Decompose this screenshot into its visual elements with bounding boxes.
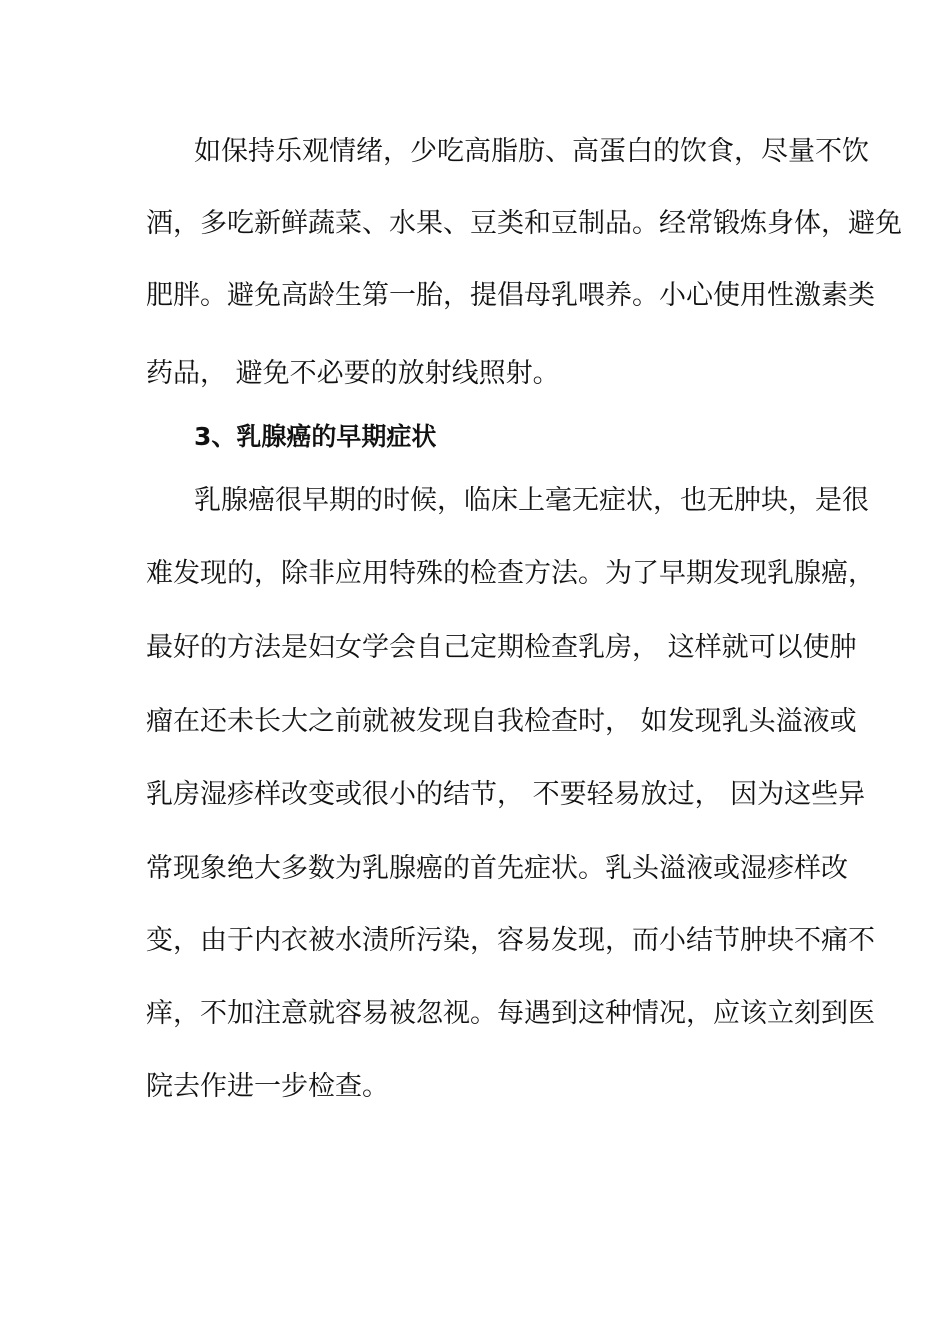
paragraph-1-line-4: 药品， 避免不必要的放射线照射。 (146, 358, 560, 389)
paragraph-2-line-3: 最好的方法是妇女学会自己定期检查乳房， 这样就可以使肿 (146, 632, 857, 663)
paragraph-1-line-2: 酒，多吃新鲜蔬菜、水果、豆类和豆制品。经常锻炼身体，避免 (146, 208, 902, 239)
section-heading: 3、乳腺癌的早期症状 (194, 422, 437, 451)
paragraph-2-line-6: 常现象绝大多数为乳腺癌的首先症状。乳头溢液或湿疹样改 (146, 853, 848, 884)
paragraph-2-line-9: 院去作进一步检查。 (146, 1071, 389, 1102)
paragraph-2-line-2: 难发现的，除非应用特殊的检查方法。为了早期发现乳腺癌， (146, 558, 875, 589)
paragraph-2-line-8: 痒，不加注意就容易被忽视。每遇到这种情况，应该立刻到医 (146, 998, 875, 1029)
paragraph-2-line-4: 瘤在还未长大之前就被发现自我检查时， 如发现乳头溢液或 (146, 706, 857, 737)
paragraph-1-line-1: 如保持乐观情绪，少吃高脂肪、高蛋白的饮食，尽量不饮 (194, 136, 869, 167)
paragraph-2-line-7: 变，由于内衣被水渍所污染，容易发现，而小结节肿块不痛不 (146, 925, 875, 956)
paragraph-2-line-1: 乳腺癌很早期的时候，临床上毫无症状，也无肿块，是很 (194, 485, 869, 516)
paragraph-1-line-3: 肥胖。避免高龄生第一胎，提倡母乳喂养。小心使用性激素类 (146, 280, 875, 311)
paragraph-2-line-5: 乳房湿疹样改变或很小的结节， 不要轻易放过， 因为这些异 (146, 779, 866, 810)
